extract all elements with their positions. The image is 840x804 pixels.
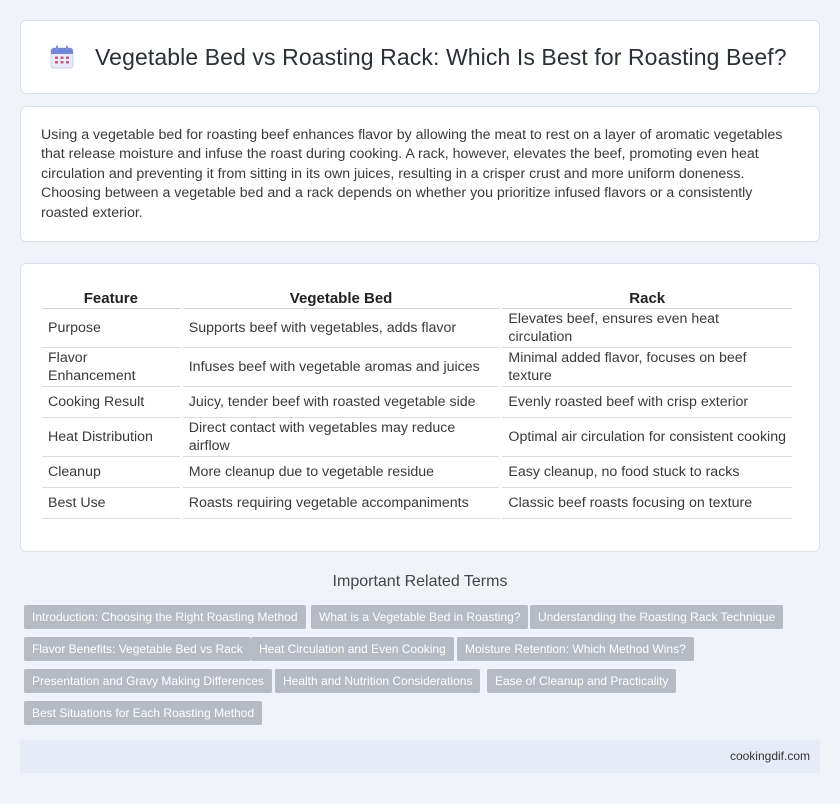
intro-section [20, 106, 820, 242]
table-row [42, 457, 792, 488]
rack-cell: Easy cleanup, no food stuck to racks [502, 457, 792, 488]
header-vegetable-bed: Vegetable Bed [183, 284, 500, 309]
rack-cell: Optimal air circulation for consistent cooking [502, 418, 792, 457]
related-term-tag[interactable]: Heat Circulation and Even Cooking [251, 637, 454, 661]
table-row [42, 488, 792, 519]
rack-cell: Evenly roasted beef with crisp exterior [502, 387, 792, 418]
feature-cell: Flavor Enhancement [42, 348, 180, 387]
vegetable-bed-cell: More cleanup due to vegetable residue [183, 457, 500, 488]
table-header-row [42, 284, 792, 309]
related-term-tag[interactable]: What is a Vegetable Bed in Roasting? [311, 605, 528, 629]
intro-paragraph: Using a vegetable bed for roasting beef enhances flavor by allowing the meat to rest on a layer of aromatic vegetables that release moisture and infuse the roast during cooking. A rack, however, elevates the beef, promoting even heat circulation and preventing it from sitting in its own juices, resulting in a crisper crust and more uniform doneness. Choosing between a vegetable bed and a rack depends on whether you prioritize infused flavors or a consistently roasted exterior. [41, 127, 783, 221]
page-title: Vegetable Bed vs Roasting Rack: Which Is Best for Roasting Beef? [95, 43, 787, 70]
feature-cell: Cooking Result [42, 387, 180, 418]
rack-cell: Minimal added flavor, focuses on beef texture [502, 348, 792, 387]
vegetable-bed-cell: Supports beef with vegetables, adds flavor [183, 309, 500, 348]
comparison-table-card [20, 263, 820, 552]
vegetable-bed-cell: Roasts requiring vegetable accompaniments [183, 488, 500, 519]
table-row [42, 309, 792, 348]
feature-cell: Heat Distribution [42, 418, 180, 457]
table-row [42, 418, 792, 457]
related-term-tag[interactable]: Moisture Retention: Which Method Wins? [457, 637, 694, 661]
footer [20, 740, 820, 773]
table-row [42, 387, 792, 418]
page-header [20, 20, 820, 94]
related-term-tag[interactable]: Flavor Benefits: Vegetable Bed vs Rack [24, 637, 251, 661]
vegetable-bed-cell: Juicy, tender beef with roasted vegetable side [183, 387, 500, 418]
vegetable-bed-cell: Infuses beef with vegetable aromas and juices [183, 348, 500, 387]
header-feature: Feature [42, 284, 180, 309]
feature-cell: Purpose [42, 309, 180, 348]
related-terms-title: Important Related Terms [332, 573, 508, 590]
related-term-tag[interactable]: Presentation and Gravy Making Differences [24, 669, 272, 693]
related-term-tag[interactable]: Ease of Cleanup and Practicality [487, 669, 676, 693]
table-row [42, 348, 792, 387]
comparison-table [39, 284, 795, 519]
rack-cell: Classic beef roasts focusing on texture [502, 488, 792, 519]
header-rack: Rack [502, 284, 792, 309]
related-term-tag[interactable]: Best Situations for Each Roasting Method [24, 701, 262, 725]
related-term-tag[interactable]: Understanding the Roasting Rack Technique [530, 605, 783, 629]
related-term-tag[interactable]: Introduction: Choosing the Right Roasting Method [24, 605, 306, 629]
vegetable-bed-cell: Direct contact with vegetables may reduce airflow [183, 418, 500, 457]
feature-cell: Cleanup [42, 457, 180, 488]
footer-site-link[interactable]: cookingdif.com [729, 749, 810, 763]
calendar-icon [49, 44, 75, 70]
rack-cell: Elevates beef, ensures even heat circulation [502, 309, 792, 348]
related-term-tag[interactable]: Health and Nutrition Considerations [275, 669, 480, 693]
feature-cell: Best Use [42, 488, 180, 519]
